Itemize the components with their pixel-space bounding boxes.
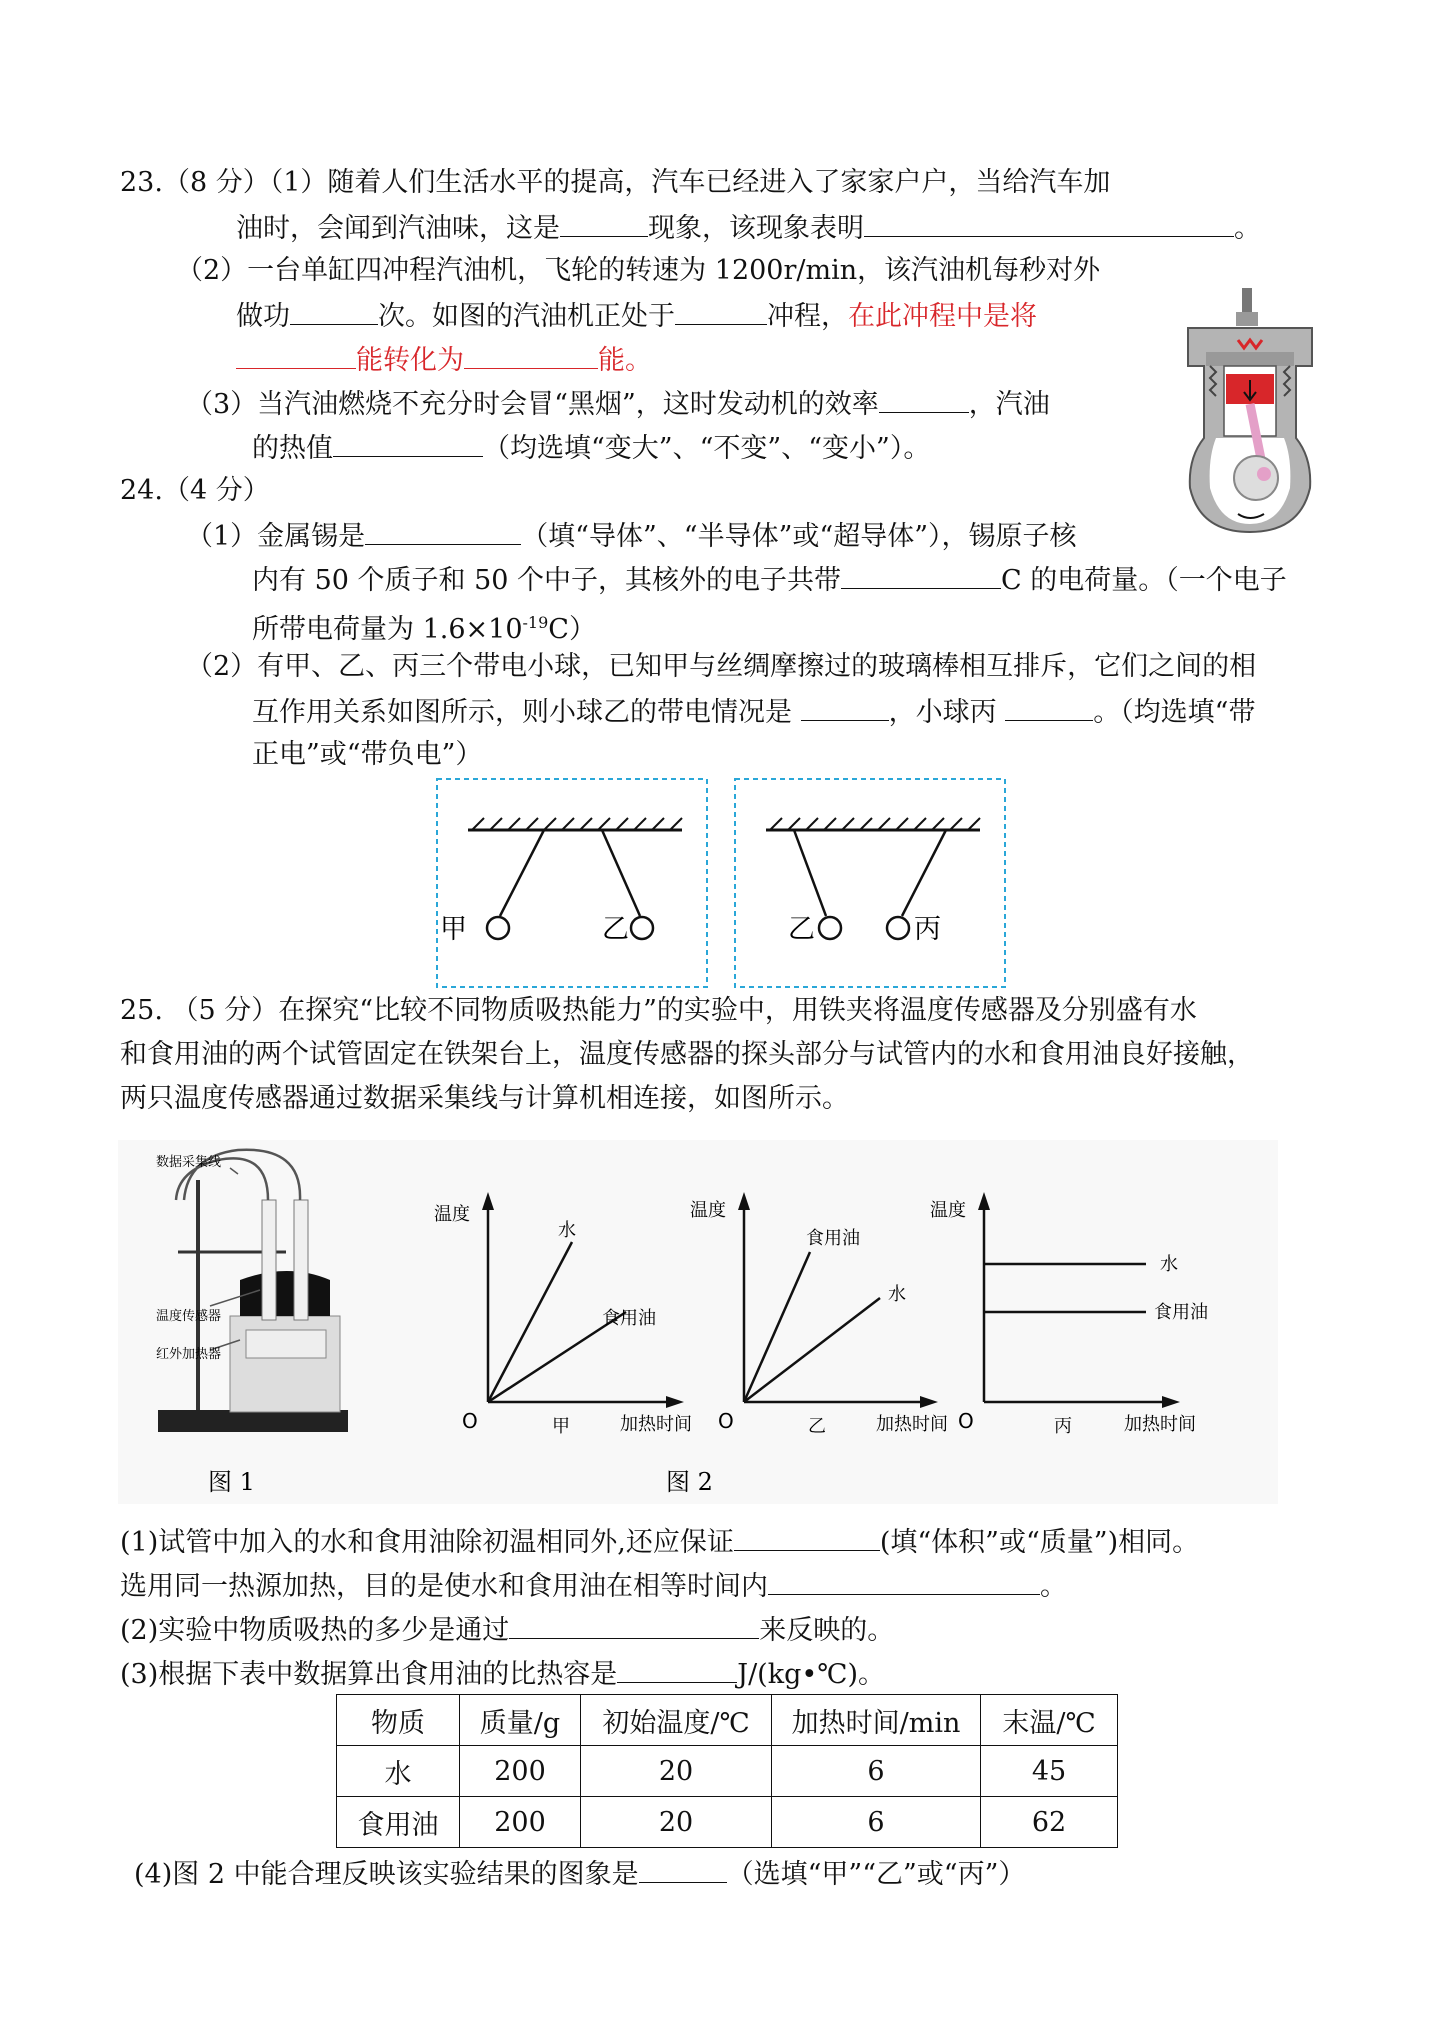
table-cell: 45 bbox=[981, 1746, 1118, 1797]
x-label: 加热时间 bbox=[876, 1414, 948, 1435]
text: 油时，会闻到汽油味，这是 bbox=[236, 213, 560, 244]
q25-line3: 两只温度传感器通过数据采集线与计算机相连接，如图所示。 bbox=[120, 1083, 849, 1114]
table-header: 物质 bbox=[337, 1695, 460, 1746]
q25-sub2 bbox=[120, 1568, 1067, 1604]
answer-blank[interactable] bbox=[290, 298, 378, 325]
q23-line7 bbox=[252, 430, 930, 466]
table-header-row bbox=[337, 1695, 1118, 1746]
q23-line6 bbox=[186, 386, 1050, 422]
origin-label: O bbox=[718, 1409, 734, 1433]
q23-line5 bbox=[236, 342, 652, 378]
text: (2)实验中物质吸热的多少是通过 bbox=[120, 1615, 510, 1646]
ball-label: 丙 bbox=[914, 914, 941, 945]
answer-blank[interactable] bbox=[365, 518, 521, 545]
string bbox=[902, 830, 946, 916]
text: 的热值 bbox=[252, 433, 333, 464]
origin-label: O bbox=[958, 1409, 974, 1433]
ball bbox=[887, 917, 909, 939]
x-label: 加热时间 bbox=[620, 1414, 692, 1435]
oil-label: 食用油 bbox=[1154, 1302, 1208, 1323]
q24-line5 bbox=[252, 694, 1256, 730]
text: （3）当汽油燃烧不充分时会冒“黑烟”，这时发动机的效率 bbox=[186, 389, 879, 420]
answer-blank[interactable] bbox=[236, 342, 356, 369]
ball bbox=[819, 917, 841, 939]
table-header: 初始温度/℃ bbox=[581, 1695, 772, 1746]
q24-line2 bbox=[252, 562, 1287, 598]
q23-line2 bbox=[236, 210, 1261, 246]
q24-head: 24.（4 分） bbox=[120, 475, 270, 506]
oil-label: 食用油 bbox=[806, 1228, 860, 1249]
text: (填“体积”或“质量”)相同。 bbox=[879, 1527, 1200, 1558]
graph-name: 乙 bbox=[808, 1416, 826, 1437]
figure2-caption: 图 2 bbox=[666, 1468, 713, 1496]
y-label: 温度 bbox=[930, 1200, 966, 1221]
ball-label: 甲 bbox=[440, 914, 467, 945]
answer-blank[interactable] bbox=[841, 562, 1001, 589]
text: ，汽油 bbox=[968, 389, 1050, 420]
table-cell: 水 bbox=[337, 1746, 460, 1797]
text: 。 bbox=[1040, 1571, 1067, 1602]
text: 冲程， bbox=[767, 301, 848, 332]
water-label: 水 bbox=[1160, 1254, 1178, 1275]
table-cell: 200 bbox=[460, 1797, 581, 1848]
ball bbox=[487, 917, 509, 939]
q23-line3: （2）一台单缸四冲程汽油机，飞轮的转速为 1200r/min，该汽油机每秒对外 bbox=[176, 255, 1101, 286]
exponent: -19 bbox=[522, 613, 549, 632]
q24-line1 bbox=[186, 518, 1077, 554]
graph-name: 甲 bbox=[552, 1416, 570, 1437]
cylinder-head bbox=[1206, 352, 1294, 366]
text: 次。如图的汽油机正处于 bbox=[378, 301, 675, 332]
text: 能。 bbox=[598, 345, 652, 376]
text: 选用同一热源加热，目的是使水和食用油在相等时间内 bbox=[120, 1571, 768, 1602]
water-label: 水 bbox=[558, 1220, 576, 1241]
text: (4)图 2 中能合理反映该实验结果的图象是 bbox=[134, 1859, 639, 1890]
answer-blank[interactable] bbox=[768, 1568, 1040, 1595]
table-row bbox=[337, 1797, 1118, 1848]
dashed-frame bbox=[437, 779, 707, 987]
q24-line4: （2）有甲、乙、丙三个带电小球，已知甲与丝绸摩擦过的玻璃棒相互排斥，它们之间的相 bbox=[186, 651, 1257, 682]
text: 内有 50 个质子和 50 个中子，其核外的电子共带 bbox=[252, 565, 842, 596]
y-label: 温度 bbox=[434, 1204, 470, 1225]
string bbox=[602, 830, 640, 916]
string bbox=[500, 830, 544, 916]
red-text: 在此冲程中是将 bbox=[848, 301, 1037, 332]
string bbox=[794, 830, 826, 916]
sensor-label: 温度传感器 bbox=[156, 1309, 222, 1324]
wire-label: 数据采集线 bbox=[156, 1155, 222, 1170]
answer-blank[interactable] bbox=[734, 1524, 880, 1551]
crank-pin bbox=[1257, 467, 1271, 481]
spark-plug-base bbox=[1236, 312, 1258, 326]
crankshaft bbox=[1234, 456, 1278, 500]
table-cell: 200 bbox=[460, 1746, 581, 1797]
table-cell: 62 bbox=[981, 1797, 1118, 1848]
oil-label: 食用油 bbox=[602, 1308, 656, 1329]
table-cell: 食用油 bbox=[337, 1797, 460, 1848]
x-label: 加热时间 bbox=[1124, 1414, 1196, 1435]
answer-blank[interactable] bbox=[879, 386, 969, 413]
text: C 的电荷量。（一个电子 bbox=[1001, 565, 1287, 596]
text: (1)试管中加入的水和食用油除初温相同外,还应保证 bbox=[120, 1527, 734, 1558]
text: 现象，该现象表明 bbox=[648, 213, 864, 244]
heater-top bbox=[240, 1271, 330, 1316]
heater-label: 红外加热器 bbox=[156, 1347, 222, 1362]
text: 能转化为 bbox=[356, 345, 464, 376]
y-label: 温度 bbox=[690, 1200, 726, 1221]
q25-sub3 bbox=[120, 1612, 894, 1648]
answer-blank[interactable] bbox=[509, 1612, 759, 1639]
answer-blank[interactable] bbox=[801, 694, 889, 721]
q24-line6: 正电”或“带负电”） bbox=[252, 739, 483, 770]
q23-line1: 23.（8 分）（1）随着人们生活水平的提高，汽车已经进入了家家户户，当给汽车加 bbox=[120, 167, 1111, 198]
q25-line1: 25. （5 分）在探究“比较不同物质吸热能力”的实验中，用铁夹将温度传感器及分别盛有水 bbox=[120, 995, 1197, 1026]
answer-blank[interactable] bbox=[639, 1856, 727, 1883]
text: 互作用关系如图所示，则小球乙的带电情况是 bbox=[252, 697, 801, 728]
text: 。（均选填“带 bbox=[1093, 697, 1256, 728]
pendulum-figure-left bbox=[436, 778, 708, 988]
q25-sub5 bbox=[134, 1856, 1025, 1892]
text: 做功 bbox=[236, 301, 290, 332]
answer-blank[interactable] bbox=[617, 1656, 737, 1683]
text: （选填“甲”“乙”或“丙”） bbox=[726, 1859, 1026, 1890]
test-tube bbox=[262, 1200, 276, 1320]
table-header: 加热时间/min bbox=[772, 1695, 981, 1746]
pendulum-figure-right bbox=[734, 778, 1006, 988]
heater-panel bbox=[246, 1330, 326, 1358]
text: C） bbox=[548, 614, 596, 645]
q25-sub4 bbox=[120, 1656, 885, 1692]
table-row bbox=[337, 1746, 1118, 1797]
table-header: 末温/℃ bbox=[981, 1695, 1118, 1746]
ball-label: 乙 bbox=[602, 914, 629, 945]
table-cell: 20 bbox=[581, 1797, 772, 1848]
graph-name: 丙 bbox=[1054, 1416, 1072, 1437]
answer-blank[interactable] bbox=[333, 430, 483, 457]
text: (3)根据下表中数据算出食用油的比热容是 bbox=[120, 1659, 618, 1690]
answer-blank[interactable] bbox=[464, 342, 598, 369]
text: （均选填“变大”、“不变”、“变小”）。 bbox=[483, 433, 931, 464]
table-cell: 6 bbox=[772, 1797, 981, 1848]
text: （填“导体”、“半导体”或“超导体”），锡原子核 bbox=[521, 521, 1077, 552]
base-stand bbox=[158, 1410, 348, 1432]
ceiling-hatch bbox=[472, 818, 682, 830]
answer-blank[interactable] bbox=[560, 210, 648, 237]
q25-sub1 bbox=[120, 1524, 1199, 1560]
origin-label: O bbox=[462, 1409, 478, 1433]
answer-blank[interactable] bbox=[1005, 694, 1093, 721]
ball bbox=[631, 917, 653, 939]
q23-line4 bbox=[236, 298, 1037, 334]
figure1-caption: 图 1 bbox=[208, 1468, 255, 1496]
text: 。 bbox=[1234, 213, 1261, 244]
text: （1）金属锡是 bbox=[186, 521, 366, 552]
water-label: 水 bbox=[888, 1284, 906, 1305]
answer-blank[interactable] bbox=[675, 298, 767, 325]
q24-line3 bbox=[252, 606, 596, 647]
dashed-frame bbox=[735, 779, 1005, 987]
engine-diagram bbox=[1180, 288, 1320, 534]
table-cell: 20 bbox=[581, 1746, 772, 1797]
answer-blank[interactable] bbox=[864, 210, 1234, 237]
figures-panel bbox=[118, 1140, 1278, 1504]
spark-plug bbox=[1242, 288, 1252, 314]
text: ，小球丙 bbox=[888, 697, 1006, 728]
table-header: 质量/g bbox=[460, 1695, 581, 1746]
text: 来反映的。 bbox=[759, 1615, 895, 1646]
test-tube bbox=[294, 1200, 308, 1320]
ceiling-hatch bbox=[770, 818, 980, 830]
text: J/(kg•℃)。 bbox=[737, 1659, 886, 1690]
data-table bbox=[336, 1694, 1118, 1848]
q25-line2: 和食用油的两个试管固定在铁架台上，温度传感器的探头部分与试管内的水和食用油良好接触， bbox=[120, 1039, 1254, 1070]
text: 所带电荷量为 1.6×10 bbox=[252, 614, 523, 645]
ball-label: 乙 bbox=[788, 914, 815, 945]
table-cell: 6 bbox=[772, 1746, 981, 1797]
